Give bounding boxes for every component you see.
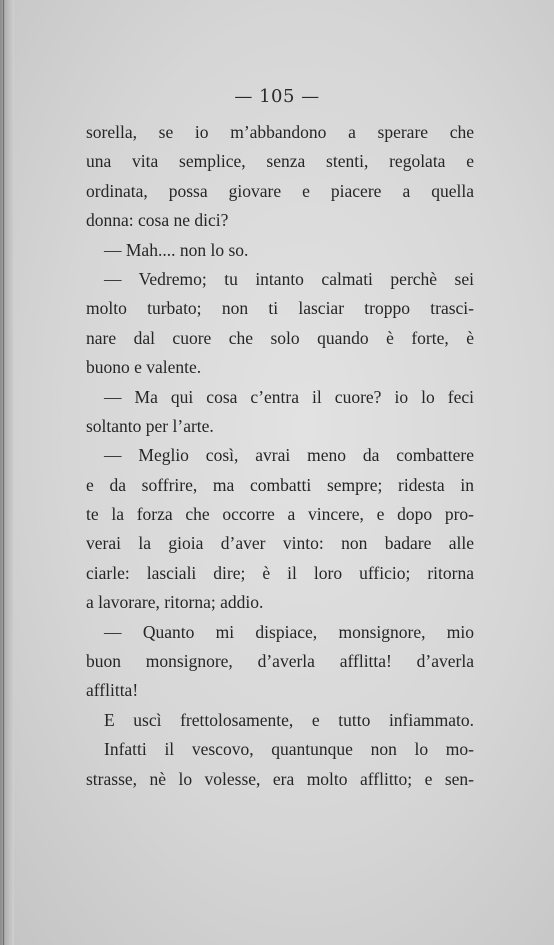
text-line: una vita semplice, senza stenti, regolata e <box>86 151 474 172</box>
text-line: ordinata, possa giovare e piacere a quella <box>86 180 474 201</box>
text-line: sorella, se io m’abbandono a sperare che <box>86 122 474 142</box>
text-line: — Ma qui cosa c’entra il cuore? io lo feci <box>104 386 474 407</box>
page-binding-edge <box>0 0 14 945</box>
text-line: E uscì frettolosamente, e tutto infiammato. <box>104 709 474 730</box>
text-line: buon monsignore, d’averla afflitta! d’averla <box>86 651 474 672</box>
text-line: — Vedremo; tu intanto calmati perchè sei <box>104 268 474 289</box>
text-line: e da soffrire, ma combatti sempre; ridesta in <box>86 474 474 495</box>
text-line: buono e valente. <box>86 357 202 378</box>
text-line: verai la gioia d’aver vinto: non badare alle <box>86 533 474 554</box>
text-line: — Quanto mi dispiace, monsignore, mio <box>104 621 474 642</box>
text-line: ciarle: lasciali dire; è il loro ufficio; ritorna <box>86 562 474 583</box>
text-line: strasse, nè lo volesse, era molto afflitto; e sen- <box>86 768 474 789</box>
text-line: Infatti il vescovo, quantunque non lo mo- <box>104 739 474 760</box>
text-line: te la forza che occorre a vincere, e dopo pro- <box>86 504 474 525</box>
text-line: a lavorare, ritorna; addio. <box>86 592 264 613</box>
text-line: soltanto per l’arte. <box>86 415 214 436</box>
text-line: nare dal cuore che solo quando è forte, è <box>86 327 474 348</box>
text-line: afflitta! <box>86 680 139 701</box>
body-text <box>86 118 474 794</box>
text-line: molto turbato; non ti lasciar troppo trasci- <box>86 298 474 319</box>
text-line: — Meglio così, avrai meno da combattere <box>104 445 474 466</box>
text-line: — Mah.... non lo so. <box>104 239 249 260</box>
page-number: — 105 — <box>234 86 320 107</box>
text-line: donna: cosa ne dici? <box>86 210 229 231</box>
